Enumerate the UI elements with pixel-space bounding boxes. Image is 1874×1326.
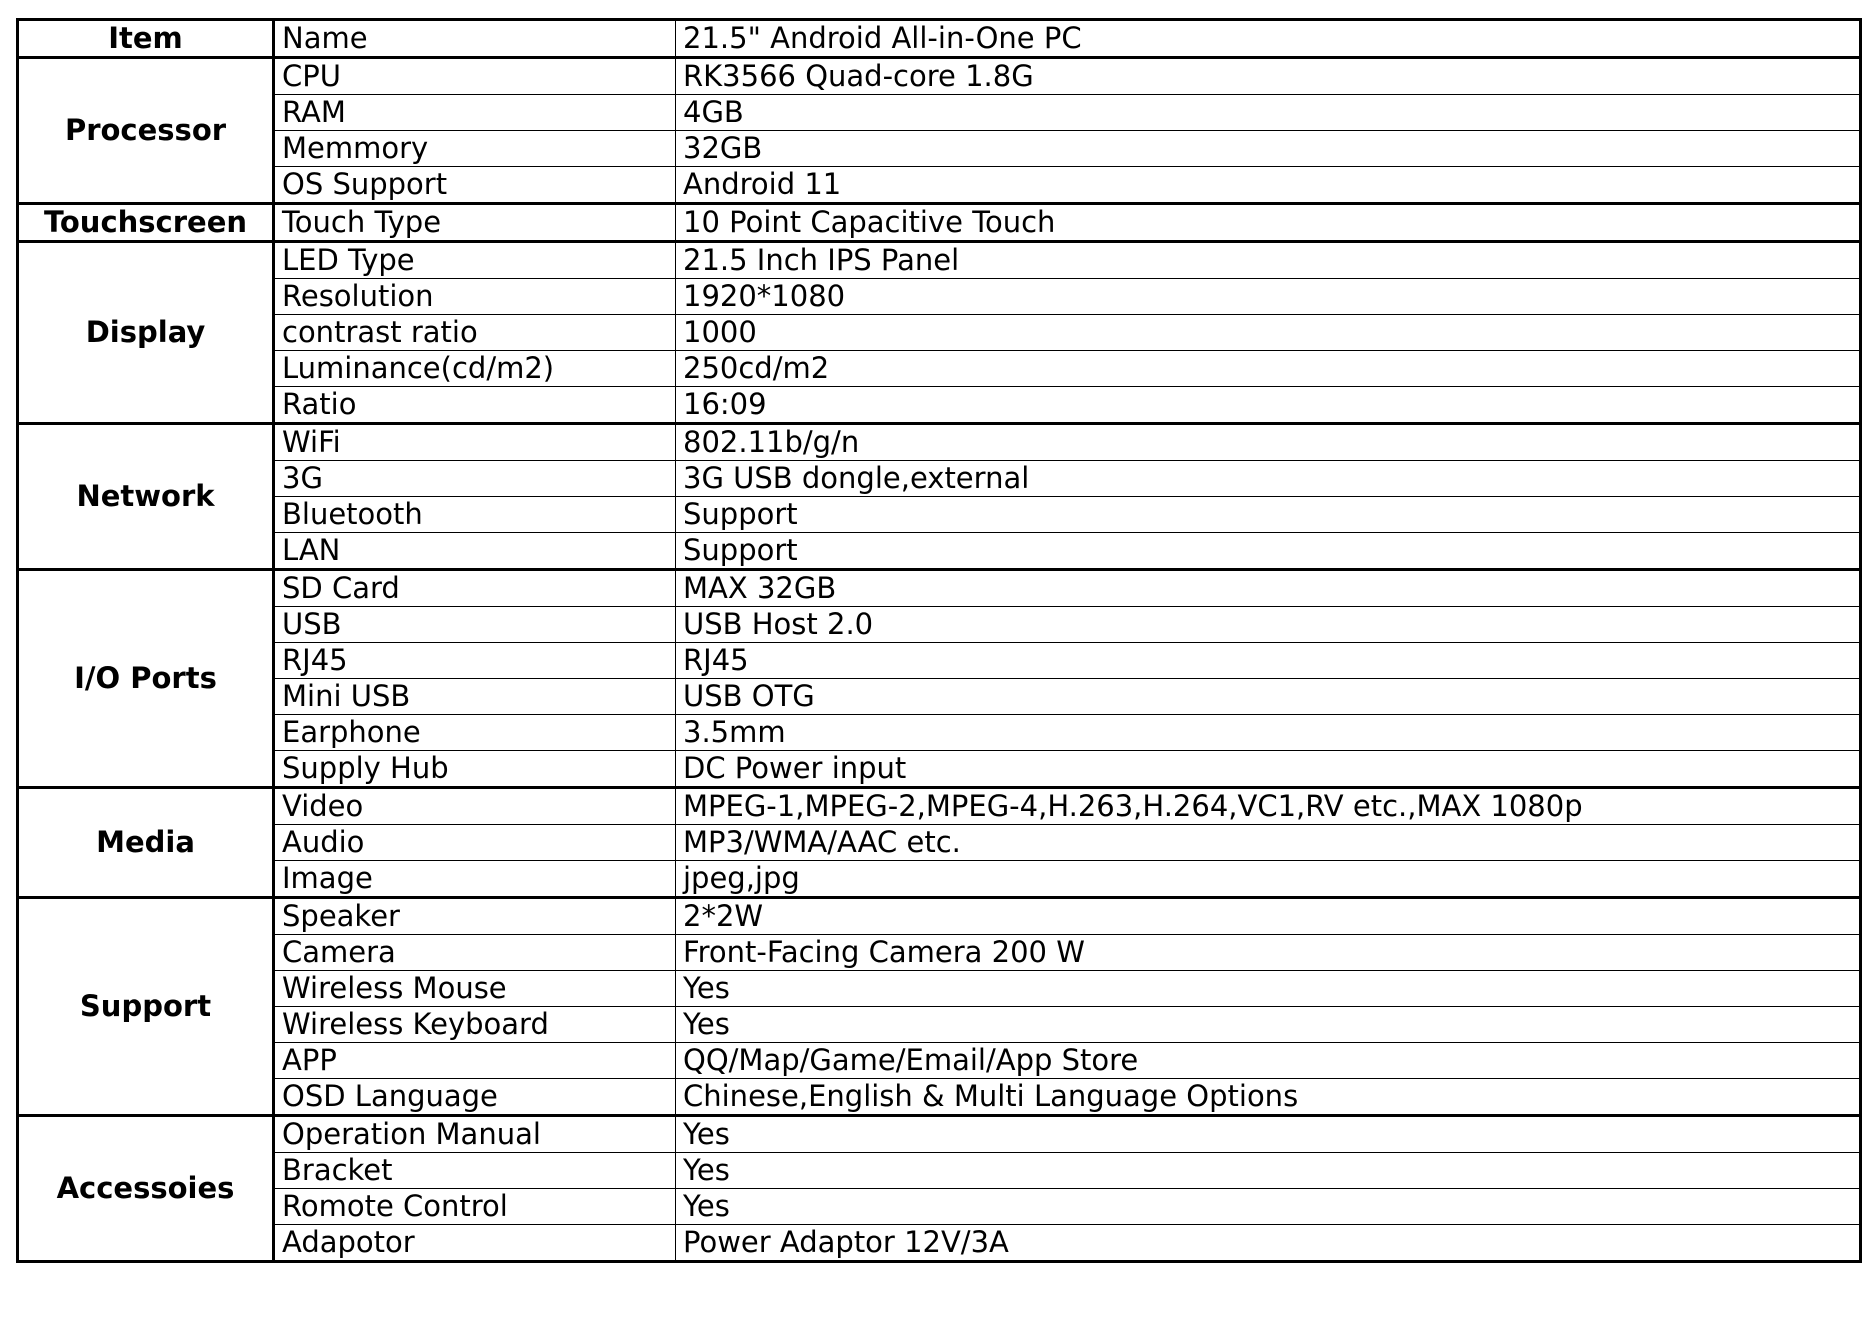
spec-row bbox=[18, 971, 1861, 1007]
spec-value: USB Host 2.0 bbox=[676, 607, 1861, 643]
spec-value: 1920*1080 bbox=[676, 279, 1861, 315]
spec-row bbox=[18, 1189, 1861, 1225]
spec-row bbox=[18, 825, 1861, 861]
spec-row bbox=[18, 131, 1861, 167]
spec-row bbox=[18, 679, 1861, 715]
spec-name: Mini USB bbox=[274, 679, 676, 715]
spec-value: 32GB bbox=[676, 131, 1861, 167]
spec-value: jpeg,jpg bbox=[676, 861, 1861, 898]
spec-value: Yes bbox=[676, 1153, 1861, 1189]
spec-row bbox=[18, 242, 1861, 279]
spec-value: 10 Point Capacitive Touch bbox=[676, 204, 1861, 242]
spec-value: 3.5mm bbox=[676, 715, 1861, 751]
spec-row bbox=[18, 315, 1861, 351]
spec-value: Chinese,English & Multi Language Options bbox=[676, 1079, 1861, 1116]
spec-name: RAM bbox=[274, 95, 676, 131]
spec-name: Resolution bbox=[274, 279, 676, 315]
spec-row bbox=[18, 898, 1861, 935]
spec-name: Bluetooth bbox=[274, 497, 676, 533]
spec-name: OS Support bbox=[274, 167, 676, 204]
group-label: Support bbox=[18, 898, 274, 1116]
spec-name: WiFi bbox=[274, 424, 676, 461]
spec-value: Yes bbox=[676, 971, 1861, 1007]
spec-row bbox=[18, 715, 1861, 751]
spec-name: Video bbox=[274, 788, 676, 825]
spec-value: RJ45 bbox=[676, 643, 1861, 679]
header-row bbox=[18, 20, 1861, 58]
spec-name: APP bbox=[274, 1043, 676, 1079]
spec-row bbox=[18, 1153, 1861, 1189]
spec-value: QQ/Map/Game/Email/App Store bbox=[676, 1043, 1861, 1079]
spec-value: Power Adaptor 12V/3A bbox=[676, 1225, 1861, 1262]
spec-name: Wireless Keyboard bbox=[274, 1007, 676, 1043]
spec-row bbox=[18, 461, 1861, 497]
spec-value: 250cd/m2 bbox=[676, 351, 1861, 387]
spec-name: Camera bbox=[274, 935, 676, 971]
spec-name: Touch Type bbox=[274, 204, 676, 242]
spec-value: 2*2W bbox=[676, 898, 1861, 935]
spec-name: Wireless Mouse bbox=[274, 971, 676, 1007]
header-item: Item bbox=[18, 20, 274, 58]
spec-name: 3G bbox=[274, 461, 676, 497]
spec-name: OSD Language bbox=[274, 1079, 676, 1116]
spec-name: Adapotor bbox=[274, 1225, 676, 1262]
spec-row bbox=[18, 861, 1861, 898]
spec-name: Image bbox=[274, 861, 676, 898]
spec-name: Bracket bbox=[274, 1153, 676, 1189]
spec-value: DC Power input bbox=[676, 751, 1861, 788]
spec-row bbox=[18, 279, 1861, 315]
spec-name: Supply Hub bbox=[274, 751, 676, 788]
spec-name: Speaker bbox=[274, 898, 676, 935]
spec-row bbox=[18, 607, 1861, 643]
group-label: Accessoies bbox=[18, 1116, 274, 1262]
spec-row bbox=[18, 95, 1861, 131]
group-label: Media bbox=[18, 788, 274, 898]
spec-row bbox=[18, 58, 1861, 95]
spec-name: LED Type bbox=[274, 242, 676, 279]
spec-name: Operation Manual bbox=[274, 1116, 676, 1153]
spec-row bbox=[18, 1043, 1861, 1079]
spec-name: Ratio bbox=[274, 387, 676, 424]
spec-value: Android 11 bbox=[676, 167, 1861, 204]
spec-row bbox=[18, 643, 1861, 679]
spec-row bbox=[18, 1079, 1861, 1116]
spec-name: Audio bbox=[274, 825, 676, 861]
header-name: Name bbox=[274, 20, 676, 58]
spec-value: USB OTG bbox=[676, 679, 1861, 715]
spec-value: MP3/WMA/AAC etc. bbox=[676, 825, 1861, 861]
spec-name: SD Card bbox=[274, 570, 676, 607]
spec-row bbox=[18, 387, 1861, 424]
spec-row bbox=[18, 1225, 1861, 1262]
spec-row bbox=[18, 1007, 1861, 1043]
spec-name: Luminance(cd/m2) bbox=[274, 351, 676, 387]
spec-row bbox=[18, 497, 1861, 533]
group-label: I/O Ports bbox=[18, 570, 274, 788]
spec-row bbox=[18, 533, 1861, 570]
spec-row bbox=[18, 167, 1861, 204]
spec-name: Memmory bbox=[274, 131, 676, 167]
spec-value: Yes bbox=[676, 1116, 1861, 1153]
spec-value: 1000 bbox=[676, 315, 1861, 351]
spec-value: Yes bbox=[676, 1189, 1861, 1225]
spec-name: contrast ratio bbox=[274, 315, 676, 351]
header-product-title: 21.5" Android All-in-One PC bbox=[676, 20, 1861, 58]
spec-name: RJ45 bbox=[274, 643, 676, 679]
spec-value: Yes bbox=[676, 1007, 1861, 1043]
spec-value: 21.5 Inch IPS Panel bbox=[676, 242, 1861, 279]
spec-value: 4GB bbox=[676, 95, 1861, 131]
spec-value: MAX 32GB bbox=[676, 570, 1861, 607]
group-label: Display bbox=[18, 242, 274, 424]
spec-row bbox=[18, 351, 1861, 387]
group-label: Processor bbox=[18, 58, 274, 204]
spec-row bbox=[18, 204, 1861, 242]
spec-name: USB bbox=[274, 607, 676, 643]
spec-row bbox=[18, 935, 1861, 971]
spec-value: Front-Facing Camera 200 W bbox=[676, 935, 1861, 971]
spec-name: LAN bbox=[274, 533, 676, 570]
spec-name: CPU bbox=[274, 58, 676, 95]
spec-table-body bbox=[18, 20, 1861, 1262]
spec-value: 802.11b/g/n bbox=[676, 424, 1861, 461]
spec-row bbox=[18, 1116, 1861, 1153]
spec-value: Support bbox=[676, 497, 1861, 533]
spec-value: 3G USB dongle,external bbox=[676, 461, 1861, 497]
spec-value: 16:09 bbox=[676, 387, 1861, 424]
spec-name: Romote Control bbox=[274, 1189, 676, 1225]
spec-row bbox=[18, 751, 1861, 788]
spec-name: Earphone bbox=[274, 715, 676, 751]
spec-row bbox=[18, 788, 1861, 825]
spec-row bbox=[18, 570, 1861, 607]
spec-value: Support bbox=[676, 533, 1861, 570]
group-label: Touchscreen bbox=[18, 204, 274, 242]
spec-row bbox=[18, 424, 1861, 461]
group-label: Network bbox=[18, 424, 274, 570]
spec-value: MPEG-1,MPEG-2,MPEG-4,H.263,H.264,VC1,RV etc.,MAX 1080p bbox=[676, 788, 1861, 825]
spec-table bbox=[16, 18, 1862, 1263]
spec-value: RK3566 Quad-core 1.8G bbox=[676, 58, 1861, 95]
